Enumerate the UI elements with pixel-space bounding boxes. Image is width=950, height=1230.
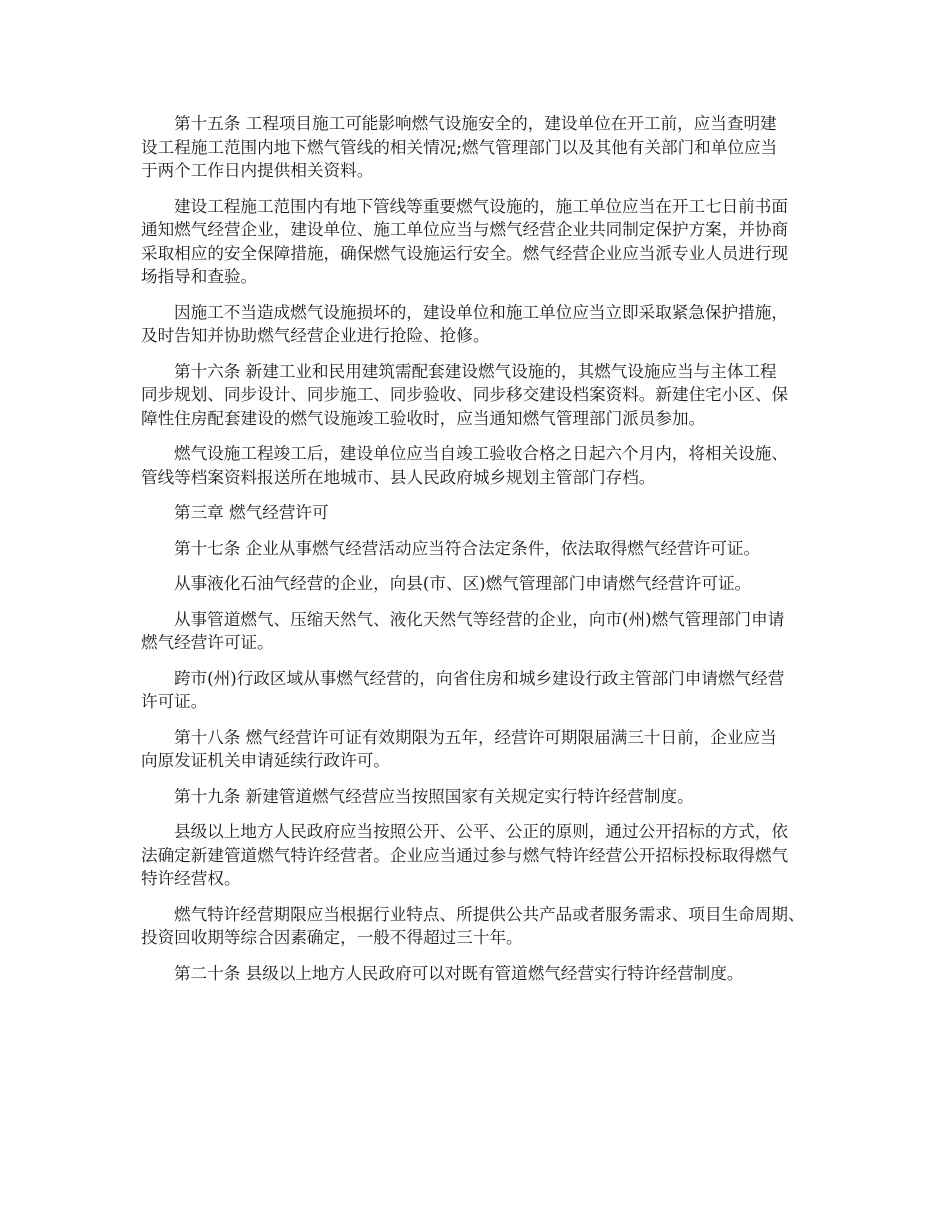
text-line: 通知燃气经营企业，建设单位、施工单位应当与燃气经营企业共同制定保护方案，并协商 [141,220,789,239]
text-line: 及时告知并协助燃气经营企业进行抢险、抢修。 [141,326,490,345]
paragraph [141,667,830,714]
text-line: 障性住房配套建设的燃气设施竣工验收时，应当通知燃气管理部门派员参加。 [141,408,706,428]
paragraph [141,442,830,489]
paragraph [141,903,830,950]
paragraph [141,726,830,773]
paragraph [141,572,830,596]
paragraph [141,301,830,348]
text-line: 第十五条 工程项目施工可能影响燃气设施安全的，建设单位在开工前，应当查明建 [174,114,777,133]
text-line: 向原发证机关申请延续行政许可。 [141,751,390,770]
text-line: 投资回收期等综合因素确定，一般不得超过三十年。 [141,928,523,947]
paragraph [141,820,830,891]
text-line: 采取相应的安全保障措施，确保燃气设施运行安全。燃气经营企业应当派专业人员进行现 [141,243,789,263]
text-line: 从事液化石油气经营的企业，向县(市、区)燃气管理部门申请燃气经营许可证。 [174,574,752,593]
paragraph [141,608,830,655]
text-line: 县级以上地方人民政府应当按照公开、公平、公正的原则，通过公开招标的方式，依 [174,822,788,841]
text-line: 场指导和查验。 [141,267,258,286]
text-line: 从事管道燃气、压缩天然气、液化天然气等经营的企业，向市(州)燃气管理部门申请 [174,609,785,629]
text-line: 同步规划、同步设计、同步施工、同步验收、同步移交建设档案资料。新建住宅小区、保 [141,385,789,404]
paragraph [141,537,830,561]
paragraph [141,195,830,289]
paragraph [141,112,830,183]
text-line: 第二十条 县级以上地方人民政府可以对既有管道燃气经营实行特许经营制度。 [174,963,744,983]
text-line: 法确定新建管道燃气特许经营者。企业应当通过参与燃气特许经营公开招标投标取得燃气 [141,845,789,865]
text-line: 第三章 燃气经营许可 [174,503,329,522]
paragraph [141,962,830,986]
text-line: 特许经营权。 [141,869,241,888]
text-line: 跨市(州)行政区域从事燃气经营的，向省住房和城乡建设行政主管部门申请燃气经营 [174,668,785,688]
text-line: 燃气特许经营期限应当根据行业特点、所提供公共产品或者服务需求、项目生命周期、 [174,904,805,924]
text-line: 许可证。 [141,692,208,711]
text-line: 建设工程施工范围内有地下管线等重要燃气设施的，施工单位应当在开工七日前书面 [174,196,788,216]
paragraph [141,785,830,809]
text-line: 第十六条 新建工业和民用建筑需配套建设燃气设施的，其燃气设施应当与主体工程 [174,361,777,381]
text-line: 于两个工作日内提供相关资料。 [141,161,374,180]
text-line: 第十九条 新建管道燃气经营应当按照国家有关规定实行特许经营制度。 [174,786,694,806]
document-body [141,112,830,985]
text-line: 燃气经营许可证。 [141,633,274,652]
text-line: 第十八条 燃气经营许可证有效期限为五年，经营许可期限届满三十日前，企业应当 [174,727,777,747]
text-line: 因施工不当造成燃气设施损坏的，建设单位和施工单位应当立即采取紧急保护措施， [174,302,788,322]
text-line: 燃气设施工程竣工后，建设单位应当自竣工验收合格之日起六个月内，将相关设施、 [174,444,788,463]
paragraph [141,501,830,525]
text-line: 第十七条 企业从事燃气经营活动应当符合法定条件，依法取得燃气经营许可证。 [174,538,761,558]
text-line: 管线等档案资料报送所在地城市、县人民政府城乡规划主管部门存档。 [141,467,656,487]
paragraph [141,360,830,431]
text-line: 设工程施工范围内地下燃气管线的相关情况;燃气管理部门以及其他有关部门和单位应当 [141,137,778,157]
